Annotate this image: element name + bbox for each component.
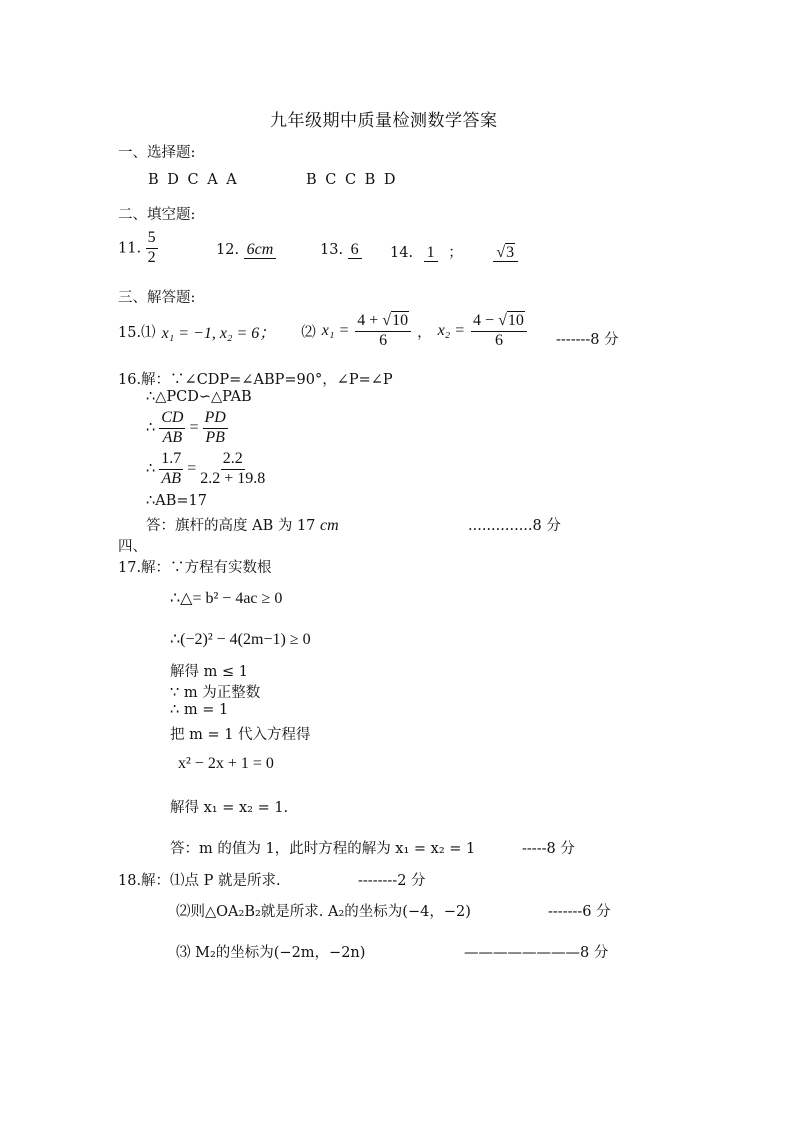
choice-answers-1-5: B D C A A — [148, 172, 239, 188]
q15-x2-den: 6 — [494, 331, 503, 349]
q16-line-2: ∴△PCD∽△PAB — [146, 389, 252, 405]
q16-fraction-pd-pb — [203, 410, 228, 447]
q17-line-3: ∴(−2)² − 4(2m−1) ≥ 0 — [170, 631, 311, 648]
q11-label: 11. — [118, 240, 142, 257]
q18-score-3: ————————8 分 — [464, 945, 609, 961]
q15-part2-label: ⑵ — [301, 324, 316, 341]
q18-line-3: ⑶ M₂的坐标为(−2m，−2n) — [176, 945, 366, 961]
q16-answer-unit: cm — [320, 517, 339, 534]
q16-therefore-2: ∴ — [146, 461, 156, 478]
q14-value-1: 1 — [424, 244, 438, 262]
q16-f4-num: 2.2 — [221, 451, 245, 470]
q17-line-1: 17.解：∵方程有实数根 — [118, 560, 272, 576]
q15-x1-radicand: 10 — [392, 312, 409, 329]
q17-answer: 答：m 的值为 1，此时方程的解为 x₁ = x₂ = 1 — [170, 841, 476, 857]
section-choice-heading: 一、选择题: — [118, 145, 196, 161]
q16-line-5: ∴AB=17 — [146, 493, 207, 509]
choice-answers-6-10: B C C B D — [306, 172, 398, 188]
q15-comma: ， — [417, 324, 432, 341]
q16-f3-num: 1.7 — [159, 451, 183, 470]
q16-fraction-cd-ab — [159, 410, 185, 447]
q18-score-2: -------6 分 — [548, 904, 611, 920]
q16-line-1: 16.解：∵∠CDP=∠ABP=90°，∠P=∠P — [118, 372, 393, 388]
q15-x2-lhs: x₂ = — [437, 322, 466, 340]
q15-x2-num: 4 − — [473, 312, 495, 329]
q11-fraction — [146, 230, 158, 267]
q13-answer — [320, 241, 362, 259]
q14-label: 14. — [390, 245, 414, 261]
section-four-heading: 四、 — [118, 539, 147, 555]
q14-value-2: √3 — [493, 244, 518, 262]
q15-x1-fraction: $\frac{4 + √10}{6}$ — [355, 313, 411, 350]
q17-line-6: ∴ m = 1 — [170, 702, 229, 718]
q15-x1-den: 6 — [379, 331, 388, 349]
q16-answer — [146, 514, 339, 535]
q14-radicand: 3 — [506, 244, 515, 261]
q12-value: 6cm — [244, 241, 277, 259]
page-title: 九年级期中质量检测数学答案 — [270, 111, 498, 131]
q16-fraction-22 — [200, 451, 265, 488]
q17-score: -----8 分 — [522, 841, 575, 857]
q11-answer — [118, 230, 158, 267]
q11-denominator: 2 — [147, 248, 156, 266]
section-fill-heading: 二、填空题: — [118, 207, 196, 223]
q15-x2-fraction: $\frac{4 - √10}{6}$ — [471, 313, 527, 350]
q13-value: 6 — [348, 241, 362, 259]
q17-line-9: 解得 x₁ = x₂ = 1. — [170, 800, 289, 816]
q14-answer — [390, 241, 518, 262]
q15-x2-radicand: 10 — [507, 312, 524, 329]
q15-x1-num: 4 + — [357, 312, 379, 329]
q14-separator: ； — [448, 245, 463, 261]
q15-part1: x₁ = −1, x₂ = 6； — [161, 324, 276, 342]
q16-fraction-17-ab — [159, 451, 183, 488]
q16-f1-den: AB — [162, 428, 183, 446]
q16-equals-2: = — [187, 460, 197, 478]
q16-f2-num: PD — [203, 410, 228, 429]
q17-line-5: ∵ m 为正整数 — [170, 685, 261, 701]
q16-answer-text: 答：旗杆的高度 AB 为 17 — [146, 518, 316, 534]
q17-line-2: ∴△= b² − 4ac ≥ 0 — [170, 590, 283, 607]
q18-score-1: --------2 分 — [358, 873, 426, 889]
q17-line-7: 把 m = 1 代入方程得 — [170, 727, 311, 743]
q18-line-2: ⑵则△OA₂B₂就是所求. A₂的坐标为(−4，−2) — [176, 904, 471, 920]
q12-label: 12. — [216, 242, 240, 258]
q16-substitution — [146, 451, 265, 488]
q12-answer — [216, 241, 276, 259]
q16-therefore-1: ∴ — [146, 420, 156, 437]
q17-line-8: x² − 2x + 1 = 0 — [178, 755, 274, 772]
q16-f3-den: AB — [161, 469, 181, 487]
q17-line-4: 解得 m ≤ 1 — [170, 664, 248, 680]
q15-score: -------8 分 — [556, 332, 619, 348]
q15-answer — [118, 313, 527, 350]
q16-f4-den: 2.2 + 19.8 — [200, 469, 266, 487]
section-solve-heading: 三、解答题: — [118, 290, 196, 306]
q16-proportion — [146, 410, 228, 447]
q16-f1-num: CD — [159, 410, 185, 429]
q16-score: ..............8 分 — [468, 518, 561, 534]
q18-line-1: 18.解：⑴点 P 就是所求. — [118, 873, 281, 889]
q15-x1-lhs: x₁ = — [321, 322, 350, 340]
q16-equals-1: = — [189, 419, 199, 437]
q11-numerator: 5 — [146, 230, 158, 249]
q16-f2-den: PB — [205, 428, 225, 446]
q15-label: 15.⑴ — [118, 324, 156, 341]
q13-label: 13. — [320, 242, 344, 258]
